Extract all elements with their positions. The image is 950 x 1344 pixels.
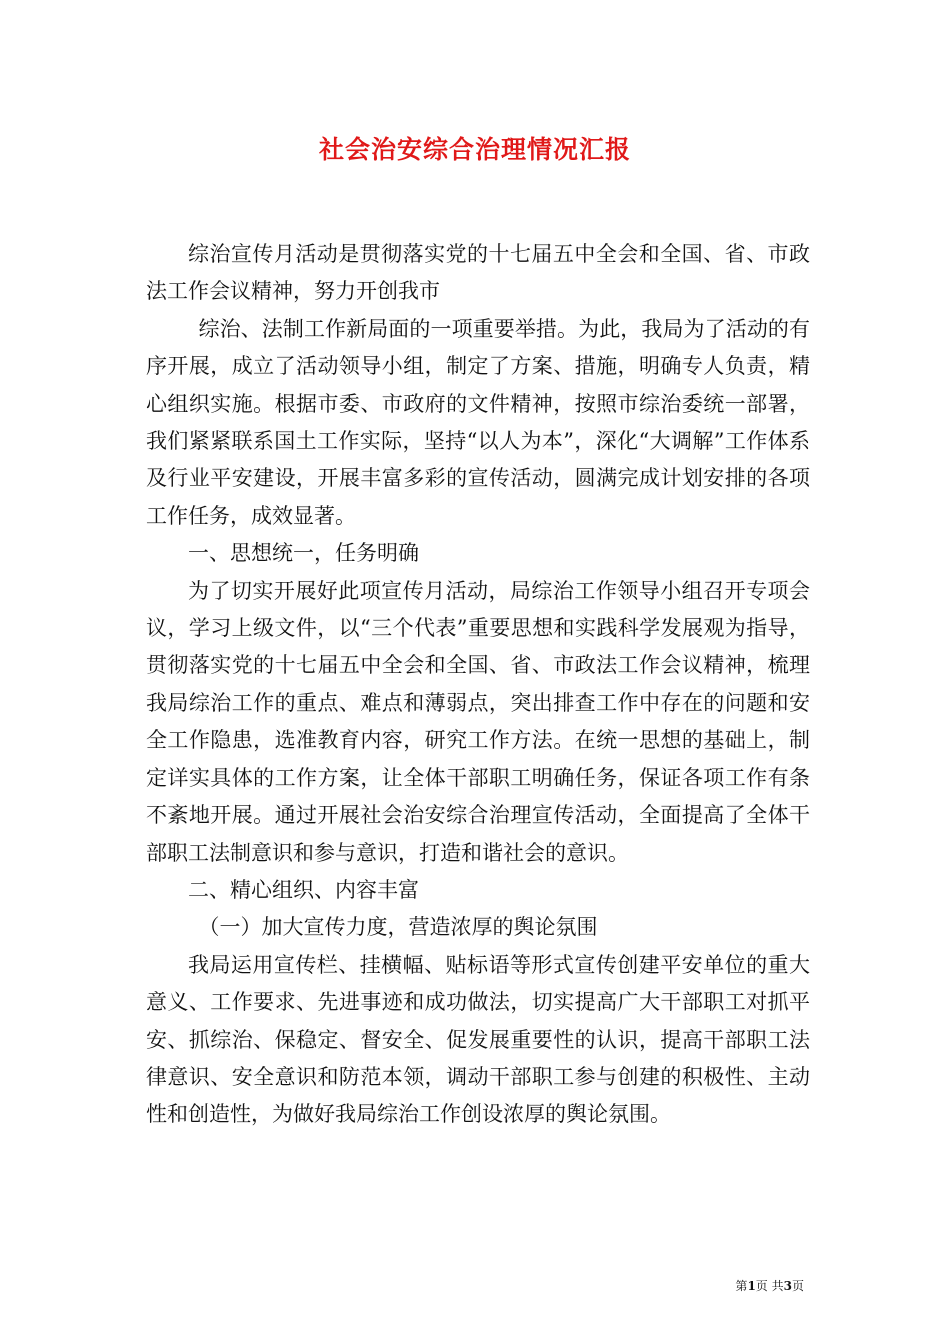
paragraph-section-1: 为了切实开展好此项宣传月活动，局综治工作领导小组召开专项会议，学习上级文件，以“三个代表”重要思想和实践科学发展观为指导，贯彻落实党的十七届五中全会和全国、省、市政法工作会议精神，梳理我局综治工作的重点、难点和薄弱点，突出排查工作中存在的问题和安全工作隐患，选准教育内容，研究工作方法。在统一思想的基础上，制定详实具体的工作方案，让全体干部职工明确任务，保证各项工作有条不紊地开展。通过开展社会治安综合治理宣传活动，全面提高了全体干部职工法制意识和参与意识，打造和谐社会的意识。 (146, 578, 810, 865)
footer-page-number: 1 (747, 1279, 756, 1293)
paragraph-subsection-1: 我局运用宣传栏、挂横幅、贴标语等形式宣传创建平安单位的重大意义、工作要求、先进事迹和成功做法，切实提高广大干部职工对抓平安、抓综治、保稳定、督安全、促发展重要性的认识，提高干部职工法律意识、安全意识和防范本领，调动干部职工参与创建的积极性、主动性和创造性，为做好我局综治工作创设浓厚的舆论氛围。 (146, 952, 810, 1127)
section-heading-1: 一、思想统一，任务明确 (188, 541, 419, 566)
paragraph-intro: 综治宣传月活动是贯彻落实党的十七届五中全会和全国、省、市政法工作会议精神，努力开创我市 (146, 242, 810, 304)
document-body (146, 236, 810, 1134)
section-heading-2: 二、精心组织、内容丰富 (188, 877, 419, 902)
footer-total-pages: 3 (783, 1279, 792, 1293)
page-footer (735, 1278, 804, 1294)
footer-prefix: 第 (735, 1279, 748, 1293)
paragraph-intro-continued: 综治、法制工作新局面的一项重要举措。为此，我局为了活动的有序开展，成立了活动领导小组，制定了方案、措施，明确专人负责，精心组织实施。根据市委、市政府的文件精神，按照市综治委统一部署，我们紧紧联系国土工作实际，坚持“以人为本”，深化“大调解”工作体系及行业平安建设，开展丰富多彩的宣传活动，圆满完成计划安排的各项工作任务，成效显著。 (146, 316, 810, 528)
footer-middle: 页 共 (755, 1279, 784, 1293)
document-title: 社会治安综合治理情况汇报 (318, 135, 631, 164)
footer-suffix: 页 (791, 1279, 804, 1293)
subsection-heading-1: （一）加大宣传力度，营造浓厚的舆论氛围 (198, 915, 598, 940)
